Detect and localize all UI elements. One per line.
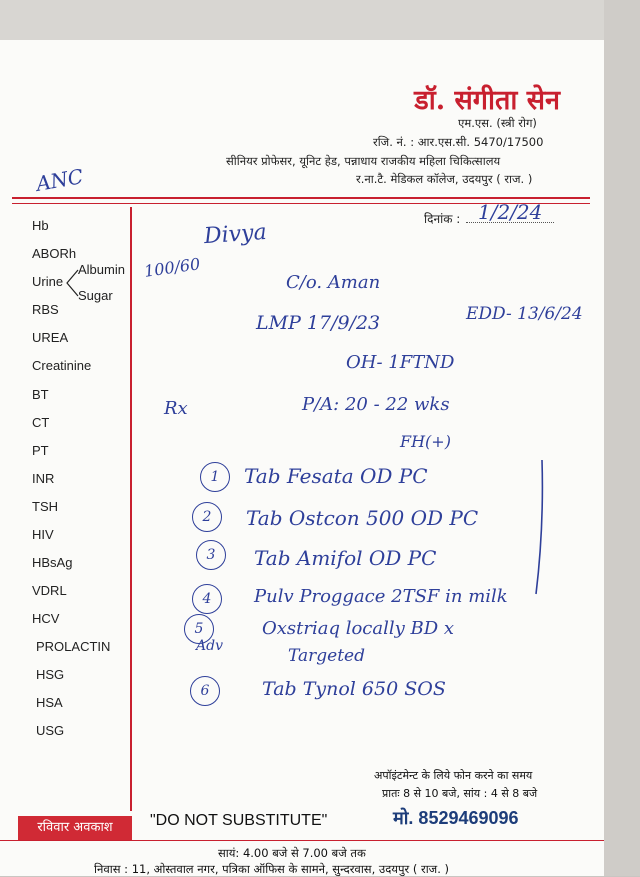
test-inr: INR: [32, 471, 55, 486]
registration: रजि. नं. : आर.एस.सी. 5470/17500: [373, 135, 544, 149]
test-ct: CT: [32, 415, 50, 430]
anc-note: ANC: [34, 164, 85, 196]
lmp: LMP 17/9/23: [256, 312, 381, 334]
designation: सीनियर प्रोफेसर, यूनिट हेड, पन्नाधाय राजकीय महिला चिकित्सालय: [226, 154, 501, 168]
fetal-heart: FH(+): [400, 432, 451, 451]
test-hb: Hb: [32, 218, 49, 233]
degree: एम.एस. (स्त्री रोग): [458, 116, 537, 130]
med-6: Tab Tynol 650 SOS: [262, 678, 446, 700]
rx-symbol: Rx: [164, 398, 188, 419]
test-usg: USG: [36, 723, 65, 738]
per-abdomen: P/A: 20 - 22 wks: [302, 394, 450, 415]
sunday-off-badge: रविवार अवकाश: [18, 816, 132, 840]
test-aborh: ABORh: [32, 246, 77, 261]
med-number-6: 6: [190, 676, 220, 706]
test-urea: UREA: [32, 330, 69, 345]
med-5: Oxstriaq locally BD x: [262, 618, 455, 639]
bp-reading: 100/60: [142, 254, 202, 281]
advice-note: Adv: [196, 638, 223, 654]
test-hsa: HSA: [36, 695, 63, 710]
med-3: Tab Amifol OD PC: [254, 546, 437, 570]
edd: EDD- 13/6/24: [466, 304, 583, 324]
patient-name: Divya: [203, 219, 268, 250]
med-number-5: 5: [184, 614, 214, 644]
test-creatinine: Creatinine: [32, 358, 92, 373]
scan-background: [0, 0, 640, 44]
test-sugar: Sugar: [78, 288, 113, 303]
test-albumin: Albumin: [78, 262, 125, 277]
test-hcv: HCV: [32, 611, 60, 626]
med-4: Pulv Proggace 2TSF in milk: [254, 586, 508, 607]
test-urine: Urine: [32, 274, 64, 289]
med-number-3: 3: [196, 540, 226, 570]
date-value: 1/2/24: [478, 200, 543, 224]
test-bt: BT: [32, 387, 49, 402]
bracket-stroke-icon: [530, 458, 550, 598]
targeted-note: Targeted: [288, 646, 365, 666]
residence-address: निवास : 11, ओस्तवाल नगर, पत्रिका ऑफिस के सामने, सुन्दरवास, उदयपुर ( राज. ): [94, 862, 450, 876]
sidebar-divider: [130, 207, 132, 811]
date-label: दिनांक :: [424, 212, 461, 226]
med-1: Tab Fesata OD PC: [244, 464, 428, 488]
footer-rule: [0, 840, 604, 841]
appointment-title: अपॉइंटमेन्ट के लिये फोन करने का समय: [374, 769, 533, 782]
test-tsh: TSH: [32, 499, 58, 514]
appointment-times: प्रातः 8 से 10 बजे, सांय : 4 से 8 बजे: [382, 787, 538, 800]
med-number-1: 1: [200, 462, 230, 492]
mobile-number: मो. 8529469096: [393, 808, 519, 828]
scan-edge: [604, 0, 640, 876]
test-prolactin: PROLACTIN: [36, 639, 111, 654]
med-number-4: 4: [192, 584, 222, 614]
med-number-2: 2: [192, 502, 222, 532]
evening-timing: सायं: 4.00 बजे से 7.00 बजे तक: [218, 846, 366, 860]
college: र.ना.टै. मेडिकल कॉलेज, उदयपुर ( राज. ): [356, 172, 533, 186]
test-hbsag: HBsAg: [32, 555, 73, 570]
header-rule-top: [12, 197, 590, 199]
obstetric-history: OH- 1FTND: [346, 352, 455, 373]
test-hiv: HIV: [32, 527, 54, 542]
med-2: Tab Ostcon 500 OD PC: [246, 506, 479, 530]
test-rbs: RBS: [32, 302, 59, 317]
do-not-substitute: "DO NOT SUBSTITUTE": [150, 812, 328, 829]
test-hsg: HSG: [36, 667, 65, 682]
test-vdrl: VDRL: [32, 583, 67, 598]
doctor-name: डॉ. संगीता सेन: [414, 85, 560, 116]
test-pt: PT: [32, 443, 49, 458]
care-of: C/o. Aman: [286, 272, 381, 293]
